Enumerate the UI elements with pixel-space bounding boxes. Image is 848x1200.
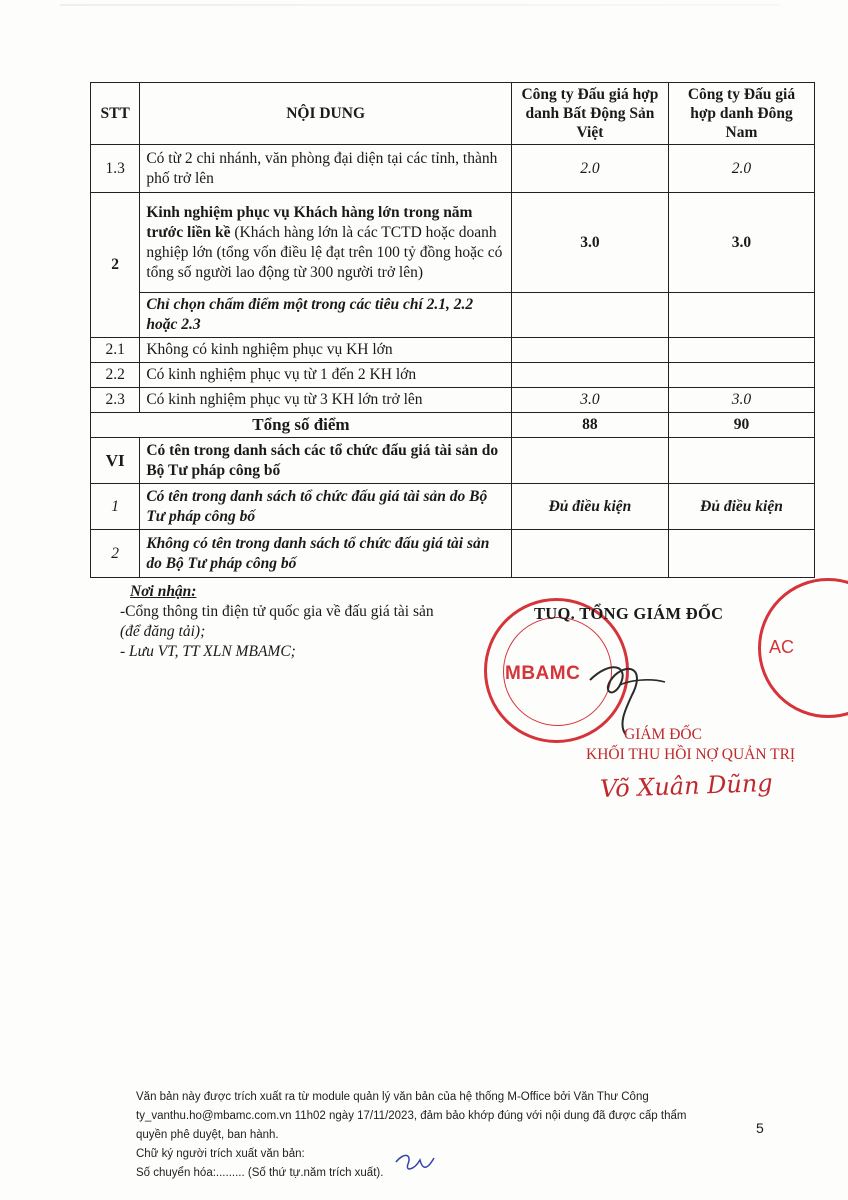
row-score-b: 2.0 (668, 145, 814, 193)
row-content: Có từ 2 chi nhánh, văn phòng đại diện tại các tỉnh, thành phố trở lên (140, 145, 512, 193)
signer-name: Võ Xuân Dũng (599, 768, 774, 804)
total-row (91, 413, 815, 438)
recipient-line: (để đăng tải); (120, 623, 206, 640)
table-row (91, 484, 815, 530)
recipients-block (120, 582, 490, 662)
row-score-b: Đủ điều kiện (668, 484, 814, 530)
total-label: Tổng số điểm (91, 413, 512, 438)
seal-fragment: AC (769, 637, 795, 657)
section-stt: VI (91, 438, 140, 484)
score-table (90, 82, 815, 578)
header-content: NỘI DUNG (140, 83, 512, 145)
row-score-a (511, 293, 668, 338)
footer-line: Văn bản này được trích xuất ra từ module quản lý văn bản của hệ thống M-Office bởi Văn Thư Công (136, 1091, 649, 1103)
row-score-b: 3.0 (668, 388, 814, 413)
row-content: Chỉ chọn chấm điểm một trong các tiêu chí 2.1, 2.2 hoặc 2.3 (140, 293, 512, 338)
recipient-line: -Cổng thông tin điện tử quốc gia về đấu giá tài sản (120, 603, 434, 620)
row-score-a: 3.0 (511, 193, 668, 293)
table-row (91, 363, 815, 388)
table-row (91, 388, 815, 413)
table-row (91, 338, 815, 363)
section-score-a (511, 438, 668, 484)
section-score-b (668, 438, 814, 484)
signer-role: GIÁM ĐỐC (624, 726, 702, 743)
scan-edge (60, 4, 780, 6)
footer-line: Số chuyển hóa:......... (Số thứ tự.năm trích xuất). (136, 1167, 384, 1179)
table-row (91, 145, 815, 193)
total-score-a: 88 (511, 413, 668, 438)
row-content-rest: (Khách hàng lớn là các TCTD hoặc doanh nghiệp lớn (tổng vốn điều lệ đạt trên 100 tỷ đồng hoặc có tổng số người lao động từ 300 người trở lên) (146, 223, 503, 281)
row-score-a: Đủ điều kiện (511, 484, 668, 530)
row-stt: 2.2 (91, 363, 140, 388)
row-score-a (511, 338, 668, 363)
page-number: 5 (756, 1120, 764, 1136)
section-row (91, 438, 815, 484)
table-row (91, 293, 815, 338)
recipient-line: - Lưu VT, TT XLN MBAMC; (120, 643, 296, 660)
handwritten-signature (560, 640, 680, 740)
recipients-title: Nơi nhận: (130, 583, 197, 600)
table-row (91, 530, 815, 578)
header-stt: STT (91, 83, 140, 145)
row-content: Không có tên trong danh sách tổ chức đấu giá tài sản do Bộ Tư pháp công bố (140, 530, 512, 578)
footer-line: Chữ ký người trích xuất văn bản: (136, 1148, 305, 1160)
footer-line: quyền phê duyệt, ban hành. (136, 1129, 279, 1141)
header-company-a: Công ty Đấu giá hợp danh Bất Động Sản Việt (511, 83, 668, 145)
row-score-b (668, 363, 814, 388)
row-score-b (668, 293, 814, 338)
row-score-b: 3.0 (668, 193, 814, 293)
row-content-bold: Kinh nghiệm phục vụ Khách hàng lớn trong năm trước liền kề (146, 203, 473, 241)
signer-title: TUQ. TỔNG GIÁM ĐỐC (534, 604, 724, 623)
row-stt: 1 (91, 484, 140, 530)
row-score-a (511, 530, 668, 578)
table-row (91, 193, 815, 293)
row-score-b (668, 530, 814, 578)
extractor-signature (392, 1148, 438, 1178)
row-stt: 2 (91, 530, 140, 578)
row-content: Không có kinh nghiệm phục vụ KH lớn (140, 338, 512, 363)
bank-seal (758, 578, 848, 718)
row-stt: 1.3 (91, 145, 140, 193)
row-score-a: 3.0 (511, 388, 668, 413)
row-content: Có tên trong danh sách tổ chức đấu giá tài sản do Bộ Tư pháp công bố (140, 484, 512, 530)
header-company-b: Công ty Đấu giá hợp danh Đông Nam (668, 83, 814, 145)
footer-line: ty_vanthu.ho@mbamc.com.vn 11h02 ngày 17/11/2023, đảm bảo khớp đúng với nội dung đã được cấp thẩm (136, 1110, 687, 1122)
table-header-row (91, 83, 815, 145)
total-score-b: 90 (668, 413, 814, 438)
row-stt: 2.3 (91, 388, 140, 413)
row-content: Có kinh nghiệm phục vụ từ 1 đến 2 KH lớn (140, 363, 512, 388)
signer-department: KHỐI THU HỒI NỢ QUẢN TRỊ (586, 746, 796, 763)
row-score-a: 2.0 (511, 145, 668, 193)
row-score-b (668, 338, 814, 363)
seal-logo: MBAMC (505, 663, 581, 684)
row-score-a (511, 363, 668, 388)
row-content: Có kinh nghiệm phục vụ từ 3 KH lớn trở lên (140, 388, 512, 413)
row-stt: 2 (91, 193, 140, 338)
row-content (140, 193, 512, 293)
section-content: Có tên trong danh sách các tổ chức đấu giá tài sản do Bộ Tư pháp công bố (140, 438, 512, 484)
row-stt: 2.1 (91, 338, 140, 363)
